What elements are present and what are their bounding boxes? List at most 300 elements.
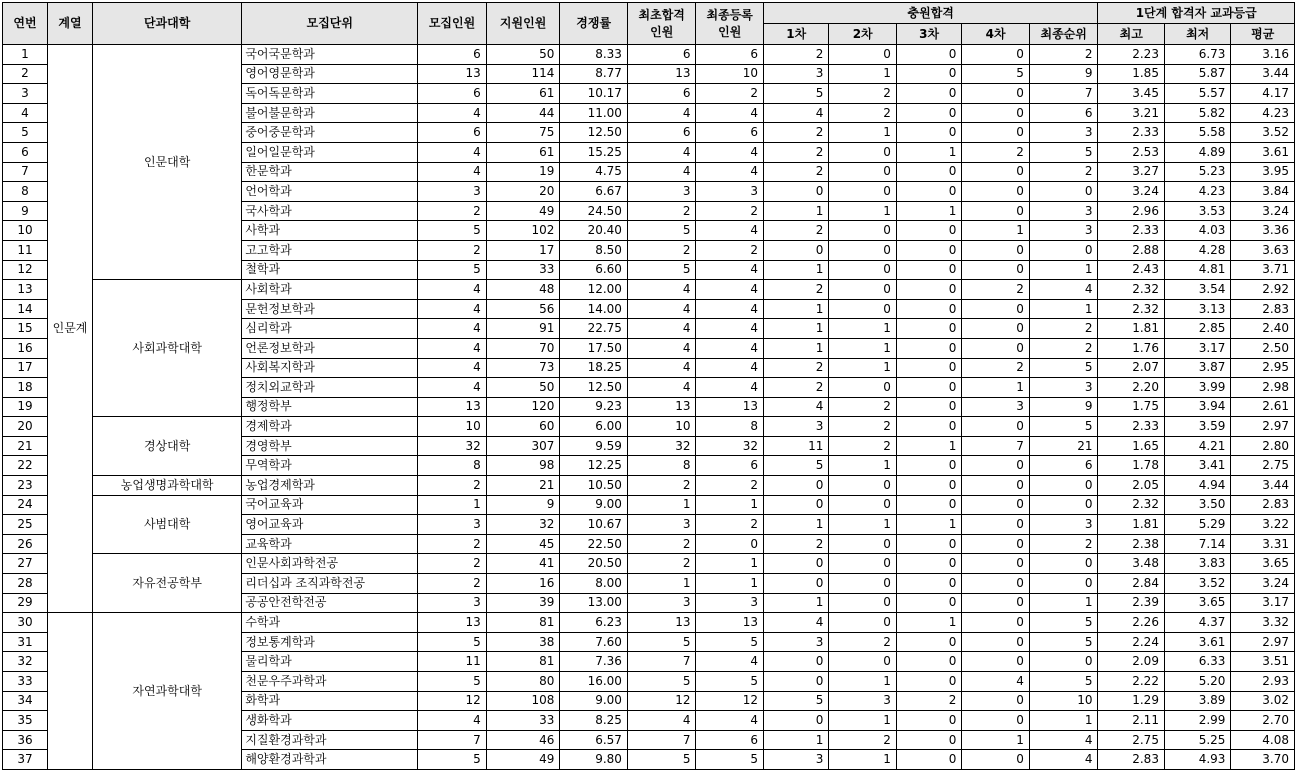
cell-final-rank: 5 — [1029, 632, 1098, 652]
cell-wait-4: 0 — [962, 515, 1030, 535]
header-waitlist: 충원합격 — [763, 3, 1098, 24]
cell-applicants: 61 — [486, 142, 560, 162]
cell-final-rank: 1 — [1029, 593, 1098, 613]
cell-final-reg: 13 — [696, 613, 764, 633]
cell-final-rank: 2 — [1029, 45, 1098, 65]
cell-grade-max: 3.48 — [1098, 554, 1164, 574]
cell-wait-4: 0 — [962, 691, 1030, 711]
cell-grade-avg: 3.36 — [1231, 221, 1295, 241]
cell-final-reg: 1 — [696, 554, 764, 574]
cell-wait-2: 0 — [829, 299, 897, 319]
cell-wait-2: 0 — [829, 593, 897, 613]
cell-final-rank: 0 — [1029, 574, 1098, 594]
cell-grade-min: 5.58 — [1164, 123, 1230, 143]
cell-unit: 언론정보학과 — [242, 338, 418, 358]
cell-unit: 사회복지학과 — [242, 358, 418, 378]
cell-unit: 고고학과 — [242, 240, 418, 260]
cell-wait-1: 0 — [763, 182, 828, 202]
cell-grade-min: 4.89 — [1164, 142, 1230, 162]
table-row — [3, 417, 1295, 437]
cell-first-pass: 4 — [627, 162, 696, 182]
cell-wait-4: 7 — [962, 436, 1030, 456]
cell-final-rank: 0 — [1029, 476, 1098, 496]
cell-no: 34 — [3, 691, 48, 711]
cell-grade-max: 1.81 — [1098, 515, 1164, 535]
cell-ratio: 20.40 — [560, 221, 628, 241]
cell-grade-avg: 3.71 — [1231, 260, 1295, 280]
cell-no: 12 — [3, 260, 48, 280]
cell-grade-max: 2.84 — [1098, 574, 1164, 594]
cell-final-rank: 6 — [1029, 103, 1098, 123]
cell-final-rank: 6 — [1029, 456, 1098, 476]
cell-final-reg: 10 — [696, 64, 764, 84]
cell-quota: 13 — [418, 397, 487, 417]
cell-quota: 2 — [418, 476, 487, 496]
cell-grade-min: 3.52 — [1164, 574, 1230, 594]
cell-wait-3: 0 — [896, 299, 961, 319]
cell-final-rank: 9 — [1029, 64, 1098, 84]
cell-grade-max: 3.27 — [1098, 162, 1164, 182]
cell-wait-3: 0 — [896, 711, 961, 731]
cell-final-rank: 4 — [1029, 750, 1098, 770]
cell-first-pass: 5 — [627, 750, 696, 770]
cell-wait-3: 0 — [896, 730, 961, 750]
cell-applicants: 307 — [486, 436, 560, 456]
cell-grade-avg: 3.44 — [1231, 476, 1295, 496]
cell-wait-3: 0 — [896, 574, 961, 594]
cell-wait-4: 2 — [962, 142, 1030, 162]
cell-wait-4: 2 — [962, 358, 1030, 378]
cell-wait-2: 0 — [829, 221, 897, 241]
cell-wait-4: 0 — [962, 299, 1030, 319]
cell-unit: 국어국문학과 — [242, 45, 418, 65]
cell-grade-avg: 3.63 — [1231, 240, 1295, 260]
cell-grade-min: 4.81 — [1164, 260, 1230, 280]
cell-wait-3: 0 — [896, 632, 961, 652]
cell-wait-4: 5 — [962, 64, 1030, 84]
cell-no: 1 — [3, 45, 48, 65]
cell-wait-3: 0 — [896, 64, 961, 84]
cell-wait-1: 1 — [763, 260, 828, 280]
cell-wait-1: 2 — [763, 142, 828, 162]
cell-first-pass: 7 — [627, 730, 696, 750]
cell-grade-avg: 2.80 — [1231, 436, 1295, 456]
cell-final-rank: 0 — [1029, 554, 1098, 574]
cell-first-pass: 4 — [627, 319, 696, 339]
cell-no: 10 — [3, 221, 48, 241]
cell-wait-4: 2 — [962, 280, 1030, 300]
cell-final-reg: 6 — [696, 730, 764, 750]
cell-ratio: 22.75 — [560, 319, 628, 339]
cell-first-pass: 1 — [627, 495, 696, 515]
cell-wait-2: 3 — [829, 691, 897, 711]
cell-grade-min: 5.87 — [1164, 64, 1230, 84]
cell-final-reg: 5 — [696, 672, 764, 692]
cell-no: 14 — [3, 299, 48, 319]
cell-final-reg: 4 — [696, 358, 764, 378]
cell-grade-max: 2.32 — [1098, 280, 1164, 300]
cell-applicants: 9 — [486, 495, 560, 515]
cell-no: 29 — [3, 593, 48, 613]
cell-final-reg: 2 — [696, 201, 764, 221]
cell-grade-min: 3.61 — [1164, 632, 1230, 652]
cell-final-reg: 4 — [696, 338, 764, 358]
cell-wait-1: 4 — [763, 103, 828, 123]
cell-quota: 10 — [418, 417, 487, 437]
header-college: 단과대학 — [93, 3, 242, 45]
cell-grade-min: 5.82 — [1164, 103, 1230, 123]
cell-wait-1: 1 — [763, 730, 828, 750]
cell-grade-max: 2.38 — [1098, 534, 1164, 554]
cell-wait-1: 2 — [763, 534, 828, 554]
cell-wait-3: 0 — [896, 221, 961, 241]
cell-wait-2: 0 — [829, 182, 897, 202]
header-w2: 2차 — [829, 24, 897, 45]
cell-no: 6 — [3, 142, 48, 162]
cell-first-pass: 5 — [627, 632, 696, 652]
cell-unit: 수학과 — [242, 613, 418, 633]
cell-wait-1: 1 — [763, 299, 828, 319]
cell-grade-min: 5.23 — [1164, 162, 1230, 182]
cell-wait-4: 0 — [962, 652, 1030, 672]
cell-final-reg: 6 — [696, 123, 764, 143]
cell-grade-min: 6.73 — [1164, 45, 1230, 65]
cell-final-reg: 0 — [696, 534, 764, 554]
cell-grade-min: 3.54 — [1164, 280, 1230, 300]
header-unit: 모집단위 — [242, 3, 418, 45]
cell-final-rank: 5 — [1029, 142, 1098, 162]
cell-grade-avg: 2.98 — [1231, 378, 1295, 398]
cell-unit: 중어중문학과 — [242, 123, 418, 143]
cell-wait-1: 11 — [763, 436, 828, 456]
cell-wait-1: 3 — [763, 632, 828, 652]
cell-applicants: 81 — [486, 613, 560, 633]
cell-grade-max: 2.33 — [1098, 221, 1164, 241]
cell-unit: 리더십과 조직과학전공 — [242, 574, 418, 594]
cell-grade-max: 3.24 — [1098, 182, 1164, 202]
cell-applicants: 80 — [486, 672, 560, 692]
cell-grade-avg: 2.92 — [1231, 280, 1295, 300]
cell-applicants: 114 — [486, 64, 560, 84]
cell-grade-max: 2.24 — [1098, 632, 1164, 652]
cell-quota: 4 — [418, 280, 487, 300]
cell-wait-4: 0 — [962, 632, 1030, 652]
header-final-reg — [696, 3, 764, 45]
cell-grade-avg: 2.97 — [1231, 417, 1295, 437]
cell-wait-1: 0 — [763, 554, 828, 574]
cell-final-rank: 0 — [1029, 182, 1098, 202]
cell-final-rank: 9 — [1029, 397, 1098, 417]
cell-applicants: 48 — [486, 280, 560, 300]
cell-wait-4: 3 — [962, 397, 1030, 417]
cell-ratio: 24.50 — [560, 201, 628, 221]
cell-wait-4: 0 — [962, 123, 1030, 143]
cell-unit: 사학과 — [242, 221, 418, 241]
cell-applicants: 41 — [486, 554, 560, 574]
cell-first-pass: 3 — [627, 593, 696, 613]
cell-final-rank: 0 — [1029, 495, 1098, 515]
cell-no: 4 — [3, 103, 48, 123]
cell-grade-max: 2.05 — [1098, 476, 1164, 496]
table-row — [3, 280, 1295, 300]
cell-final-rank: 3 — [1029, 515, 1098, 535]
table-row — [3, 613, 1295, 633]
cell-wait-1: 5 — [763, 691, 828, 711]
cell-wait-3: 1 — [896, 436, 961, 456]
cell-wait-2: 0 — [829, 652, 897, 672]
cell-no: 32 — [3, 652, 48, 672]
cell-no: 30 — [3, 613, 48, 633]
cell-final-reg: 4 — [696, 142, 764, 162]
cell-final-rank: 7 — [1029, 84, 1098, 104]
cell-grade-max: 2.26 — [1098, 613, 1164, 633]
cell-first-pass: 32 — [627, 436, 696, 456]
cell-wait-2: 0 — [829, 240, 897, 260]
cell-final-reg: 2 — [696, 240, 764, 260]
cell-first-pass: 1 — [627, 574, 696, 594]
cell-grade-avg: 3.17 — [1231, 593, 1295, 613]
cell-wait-2: 1 — [829, 456, 897, 476]
cell-final-rank: 2 — [1029, 338, 1098, 358]
cell-final-reg: 6 — [696, 45, 764, 65]
cell-no: 11 — [3, 240, 48, 260]
cell-ratio: 9.23 — [560, 397, 628, 417]
cell-first-pass: 12 — [627, 691, 696, 711]
cell-final-reg: 4 — [696, 221, 764, 241]
cell-grade-avg: 3.70 — [1231, 750, 1295, 770]
cell-wait-1: 5 — [763, 456, 828, 476]
cell-no: 20 — [3, 417, 48, 437]
cell-ratio: 12.50 — [560, 123, 628, 143]
cell-ratio: 6.60 — [560, 260, 628, 280]
cell-wait-4: 0 — [962, 240, 1030, 260]
cell-wait-3: 0 — [896, 750, 961, 770]
cell-first-pass: 10 — [627, 417, 696, 437]
cell-applicants: 91 — [486, 319, 560, 339]
cell-wait-4: 0 — [962, 495, 1030, 515]
cell-wait-2: 1 — [829, 515, 897, 535]
cell-final-rank: 1 — [1029, 711, 1098, 731]
cell-first-pass: 2 — [627, 534, 696, 554]
cell-wait-2: 0 — [829, 162, 897, 182]
cell-grade-avg: 2.95 — [1231, 358, 1295, 378]
cell-final-reg: 4 — [696, 299, 764, 319]
table-header — [3, 3, 1295, 45]
cell-applicants: 81 — [486, 652, 560, 672]
cell-applicants: 45 — [486, 534, 560, 554]
cell-no: 19 — [3, 397, 48, 417]
cell-grade-avg: 3.95 — [1231, 162, 1295, 182]
cell-quota: 6 — [418, 123, 487, 143]
cell-grade-avg: 3.22 — [1231, 515, 1295, 535]
header-w1: 1차 — [763, 24, 828, 45]
cell-first-pass: 4 — [627, 358, 696, 378]
cell-no: 15 — [3, 319, 48, 339]
cell-grade-min: 3.53 — [1164, 201, 1230, 221]
cell-wait-2: 0 — [829, 260, 897, 280]
cell-applicants: 39 — [486, 593, 560, 613]
cell-no: 3 — [3, 84, 48, 104]
cell-quota: 4 — [418, 378, 487, 398]
cell-grade-avg: 3.61 — [1231, 142, 1295, 162]
cell-grade-max: 2.32 — [1098, 299, 1164, 319]
cell-wait-2: 0 — [829, 280, 897, 300]
table-body — [3, 45, 1295, 770]
cell-ratio: 8.25 — [560, 711, 628, 731]
cell-wait-1: 0 — [763, 711, 828, 731]
cell-unit: 정보통계학과 — [242, 632, 418, 652]
cell-applicants: 17 — [486, 240, 560, 260]
cell-grade-max: 1.75 — [1098, 397, 1164, 417]
cell-quota: 6 — [418, 45, 487, 65]
cell-wait-3: 1 — [896, 613, 961, 633]
cell-ratio: 6.00 — [560, 417, 628, 437]
cell-quota: 5 — [418, 750, 487, 770]
cell-first-pass: 5 — [627, 221, 696, 241]
cell-ratio: 9.80 — [560, 750, 628, 770]
cell-quota: 2 — [418, 201, 487, 221]
cell-unit: 농업경제학과 — [242, 476, 418, 496]
cell-first-pass: 13 — [627, 397, 696, 417]
cell-applicants: 44 — [486, 103, 560, 123]
cell-wait-1: 0 — [763, 240, 828, 260]
cell-unit: 영어교육과 — [242, 515, 418, 535]
cell-grade-avg: 2.75 — [1231, 456, 1295, 476]
cell-quota: 4 — [418, 299, 487, 319]
cell-grade-avg: 3.24 — [1231, 574, 1295, 594]
cell-wait-1: 1 — [763, 338, 828, 358]
cell-unit: 생화학과 — [242, 711, 418, 731]
cell-wait-2: 2 — [829, 84, 897, 104]
cell-wait-1: 3 — [763, 750, 828, 770]
cell-applicants: 46 — [486, 730, 560, 750]
cell-grade-max: 2.20 — [1098, 378, 1164, 398]
cell-unit: 지질환경과학과 — [242, 730, 418, 750]
cell-applicants: 102 — [486, 221, 560, 241]
cell-quota: 5 — [418, 672, 487, 692]
cell-wait-1: 4 — [763, 397, 828, 417]
cell-unit: 정치외교학과 — [242, 378, 418, 398]
cell-final-rank: 1 — [1029, 260, 1098, 280]
cell-unit: 천문우주과학과 — [242, 672, 418, 692]
cell-wait-1: 2 — [763, 123, 828, 143]
cell-unit: 심리학과 — [242, 319, 418, 339]
header-first-pass-line1: 최초합격 — [638, 7, 685, 22]
cell-wait-4: 0 — [962, 103, 1030, 123]
header-grade: 1단계 합격자 교과등급 — [1098, 3, 1295, 24]
cell-wait-2: 2 — [829, 632, 897, 652]
cell-wait-3: 0 — [896, 240, 961, 260]
cell-unit: 행정학부 — [242, 397, 418, 417]
cell-wait-2: 1 — [829, 672, 897, 692]
cell-applicants: 61 — [486, 84, 560, 104]
cell-wait-2: 0 — [829, 574, 897, 594]
cell-grade-max: 2.53 — [1098, 142, 1164, 162]
cell-first-pass: 4 — [627, 142, 696, 162]
cell-wait-4: 0 — [962, 750, 1030, 770]
header-grade-min: 최저 — [1164, 24, 1230, 45]
cell-first-pass: 2 — [627, 476, 696, 496]
cell-unit: 공공안전학전공 — [242, 593, 418, 613]
cell-wait-2: 0 — [829, 142, 897, 162]
cell-wait-1: 3 — [763, 417, 828, 437]
cell-grade-min: 3.65 — [1164, 593, 1230, 613]
cell-grade-min: 4.93 — [1164, 750, 1230, 770]
cell-no: 16 — [3, 338, 48, 358]
cell-first-pass: 8 — [627, 456, 696, 476]
cell-quota: 13 — [418, 64, 487, 84]
cell-final-reg: 1 — [696, 574, 764, 594]
cell-wait-4: 0 — [962, 711, 1030, 731]
cell-final-reg: 1 — [696, 495, 764, 515]
cell-grade-min: 3.50 — [1164, 495, 1230, 515]
cell-grade-min: 3.83 — [1164, 554, 1230, 574]
cell-unit: 물리학과 — [242, 652, 418, 672]
cell-ratio: 10.17 — [560, 84, 628, 104]
cell-final-rank: 4 — [1029, 730, 1098, 750]
cell-ratio: 13.00 — [560, 593, 628, 613]
cell-final-reg: 3 — [696, 593, 764, 613]
cell-first-pass: 13 — [627, 64, 696, 84]
cell-wait-3: 0 — [896, 162, 961, 182]
college-cell: 경상대학 — [93, 417, 242, 476]
header-grade-avg: 평균 — [1231, 24, 1295, 45]
cell-wait-2: 0 — [829, 534, 897, 554]
cell-wait-3: 0 — [896, 280, 961, 300]
cell-final-reg: 2 — [696, 476, 764, 496]
cell-no: 36 — [3, 730, 48, 750]
cell-wait-2: 0 — [829, 495, 897, 515]
cell-ratio: 7.36 — [560, 652, 628, 672]
header-quota: 모집인원 — [418, 3, 487, 45]
cell-final-rank: 2 — [1029, 534, 1098, 554]
cell-ratio: 8.00 — [560, 574, 628, 594]
cell-first-pass: 4 — [627, 338, 696, 358]
header-w3: 3차 — [896, 24, 961, 45]
cell-applicants: 108 — [486, 691, 560, 711]
cell-wait-3: 0 — [896, 397, 961, 417]
header-field: 계열 — [48, 3, 93, 45]
cell-final-reg: 5 — [696, 750, 764, 770]
cell-quota: 11 — [418, 652, 487, 672]
cell-wait-4: 0 — [962, 162, 1030, 182]
cell-wait-1: 2 — [763, 378, 828, 398]
cell-wait-4: 0 — [962, 593, 1030, 613]
cell-quota: 5 — [418, 260, 487, 280]
cell-unit: 경영학부 — [242, 436, 418, 456]
cell-grade-avg: 2.40 — [1231, 319, 1295, 339]
cell-quota: 2 — [418, 534, 487, 554]
cell-wait-2: 2 — [829, 417, 897, 437]
cell-unit: 철학과 — [242, 260, 418, 280]
cell-wait-3: 0 — [896, 652, 961, 672]
cell-unit: 독어독문학과 — [242, 84, 418, 104]
cell-quota: 4 — [418, 103, 487, 123]
cell-grade-min: 5.20 — [1164, 672, 1230, 692]
cell-grade-min: 3.94 — [1164, 397, 1230, 417]
cell-wait-2: 1 — [829, 201, 897, 221]
cell-quota: 1 — [418, 495, 487, 515]
cell-quota: 4 — [418, 338, 487, 358]
cell-wait-2: 1 — [829, 338, 897, 358]
cell-wait-1: 2 — [763, 162, 828, 182]
cell-ratio: 7.60 — [560, 632, 628, 652]
cell-final-reg: 4 — [696, 711, 764, 731]
cell-grade-max: 2.33 — [1098, 417, 1164, 437]
cell-final-rank: 0 — [1029, 652, 1098, 672]
cell-unit: 사회학과 — [242, 280, 418, 300]
cell-no: 21 — [3, 436, 48, 456]
